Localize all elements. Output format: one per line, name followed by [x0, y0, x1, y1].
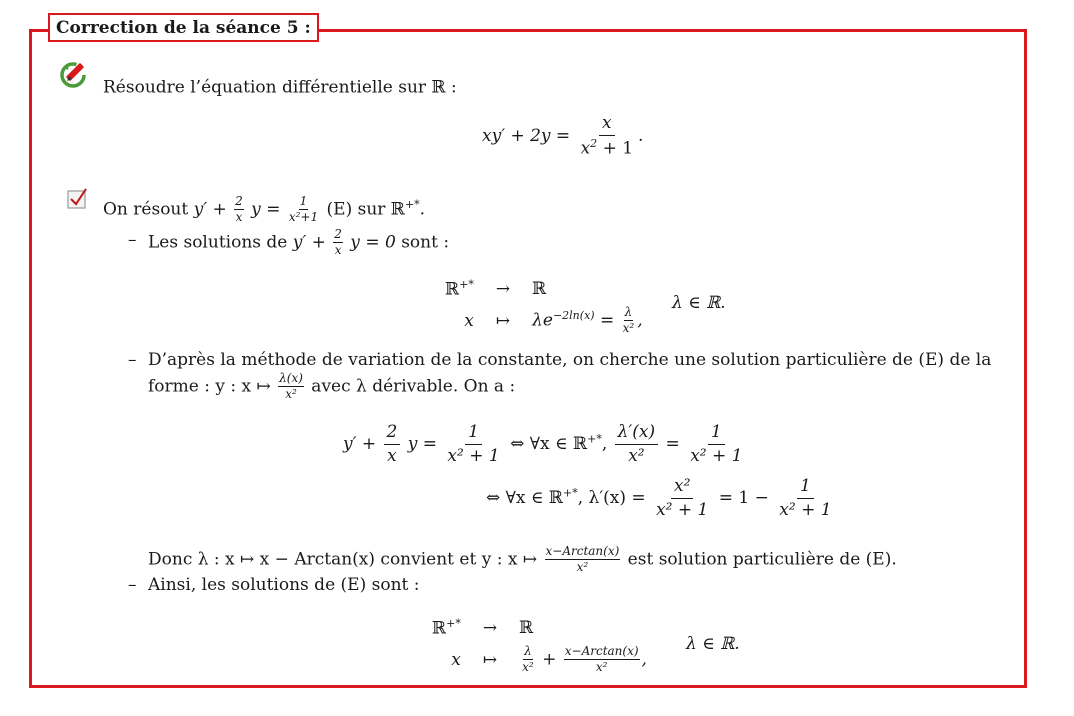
lambda-param-1: λ ∈ ℝ.: [672, 293, 726, 313]
resolve-line: On résout y′ + $\frac{2}{x}$ y = $\frac{1}{\text{x²+1}}$ (E) sur ℝ+*.: [103, 194, 426, 225]
particular-solution-line: Donc λ : x ↦ x − Arctan(x) convient et y : x ↦ $\frac{\text{x−Arctan(x)}}{\text{x²}}$ est solution particulière de (E).: [148, 544, 897, 575]
bullet-dash: –: [128, 575, 137, 595]
main-equation: xy′ + 2y = $\frac{x}{x^2 + 1}$ .: [482, 113, 644, 159]
bullet-variation-line2: forme : y : x ↦ $\frac{\lambda(x)}{\text{x²}}$ avec λ dérivable. On a :: [148, 371, 516, 402]
solution-map-general: ℝ+* → ℝ x ↦ $\frac{\lambda}{\text{x²}}$ + $\frac{\text{x−Arctan(x)}}{\text{x²}}$ ,: [432, 617, 647, 674]
checkbox-checked-icon: [67, 188, 89, 210]
lambda-param-2: λ ∈ ℝ.: [686, 634, 740, 654]
bullet-dash: –: [128, 350, 137, 370]
bullet-variation-line1: D’après la méthode de variation de la constante, on cherche une solution particulière de (E) de la: [148, 350, 992, 370]
bullet-homogeneous: Les solutions de y′ + $\frac{2}{x}$ y = 0 sont :: [148, 227, 450, 258]
solution-map-homogeneous: ℝ+* → ℝ x ↦ $\lambda e^{-2ln(x)}$ = $\frac{\lambda}{\text{x²}}$ ,: [445, 278, 643, 335]
pencil-refresh-icon: [58, 58, 90, 90]
equivalence-line-2: ⇔ ∀x ∈ ℝ+*, λ′(x) = $\frac{\text{x²}}{\text{x² + 1}}$ = 1 − $\frac{1}{\text{x² + 1}}$: [486, 476, 832, 520]
bullet-conclusion: Ainsi, les solutions de (E) sont :: [148, 575, 420, 595]
exercise-statement: Résoudre l’équation différentielle sur ℝ :: [103, 77, 457, 98]
section-title: Correction de la séance 5 :: [48, 13, 319, 42]
equivalence-line-1: y′ + $\frac{2}{x}$ y = $\frac{1}{\text{x² + 1}}$ ⇔ ∀x ∈ ℝ+*, $\frac{\lambda'(x)}{\text{x²}}$ = $\frac{1}{\text{x² + 1}}$: [343, 422, 743, 466]
bullet-dash: –: [128, 230, 137, 250]
